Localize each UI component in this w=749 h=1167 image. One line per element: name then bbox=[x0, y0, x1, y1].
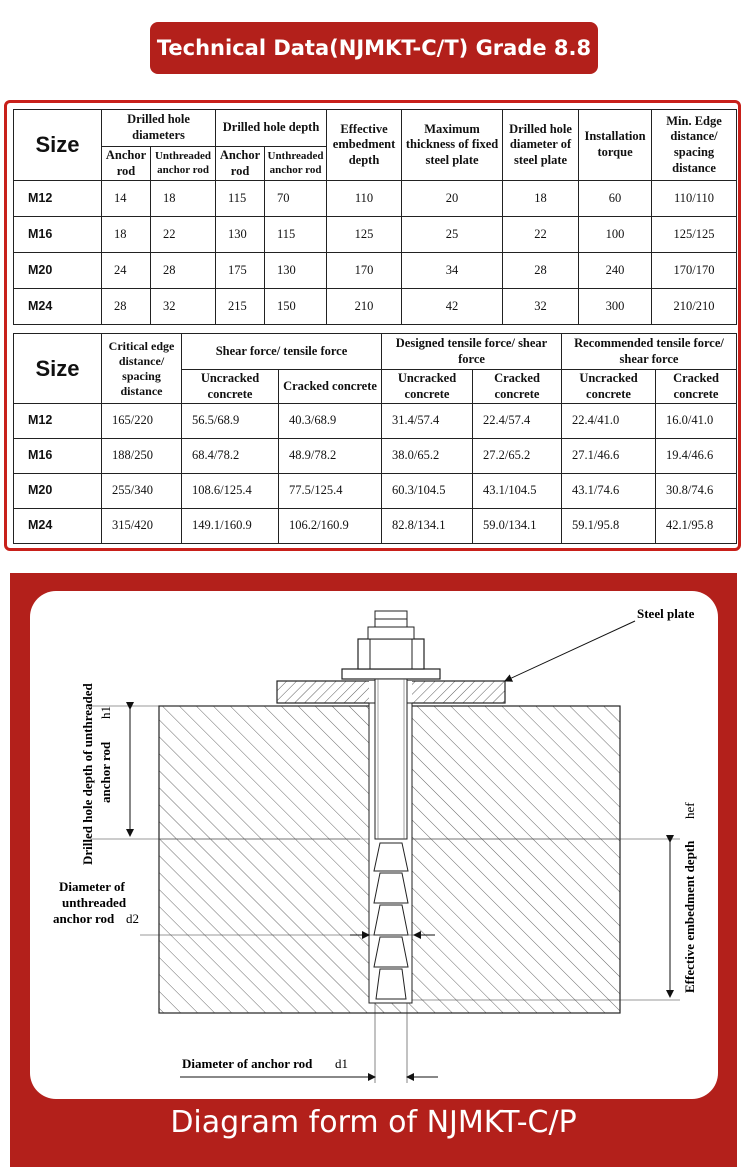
table-cell: 165/220 bbox=[102, 404, 182, 439]
drilled-diameter-header: Drilled hole diameters bbox=[102, 110, 216, 147]
table-cell: 70 bbox=[265, 181, 327, 217]
cracked-subheader: Cracked concrete bbox=[656, 370, 737, 404]
uncracked-subheader: Uncracked concrete bbox=[182, 370, 279, 404]
d2-label-line2: unthreaded bbox=[62, 895, 127, 910]
table-cell: 27.1/46.6 bbox=[562, 439, 656, 474]
table-cell: 22 bbox=[151, 217, 216, 253]
table-cell: 210/210 bbox=[652, 289, 737, 325]
effective-depth-header: Effective embedment depth bbox=[327, 110, 402, 181]
table-cell: 30.8/74.6 bbox=[656, 474, 737, 509]
table-cell: 18 bbox=[102, 217, 151, 253]
table-row bbox=[14, 474, 737, 509]
cracked-subheader: Cracked concrete bbox=[279, 370, 382, 404]
table-cell: 24 bbox=[102, 253, 151, 289]
table-cell: 100 bbox=[579, 217, 652, 253]
technical-data-frame bbox=[4, 100, 741, 551]
row-size-label: M20 bbox=[14, 253, 102, 289]
table-cell: 43.1/74.6 bbox=[562, 474, 656, 509]
table-cell: 110/110 bbox=[652, 181, 737, 217]
table-cell: 300 bbox=[579, 289, 652, 325]
anchor-diagram bbox=[30, 591, 718, 1099]
anchor-rod bbox=[375, 679, 407, 839]
drilled-depth-label bbox=[80, 682, 95, 865]
table-cell: 22.4/57.4 bbox=[473, 404, 562, 439]
row-size-label: M12 bbox=[14, 404, 102, 439]
table-cell: 34 bbox=[402, 253, 503, 289]
table-cell: 125 bbox=[327, 217, 402, 253]
table-cell: 77.5/125.4 bbox=[279, 474, 382, 509]
table-cell: 108.6/125.4 bbox=[182, 474, 279, 509]
table-cell: 106.2/160.9 bbox=[279, 509, 382, 544]
min-edge-header: Min. Edge distance/ spacing distance bbox=[652, 110, 737, 181]
table-cell: 48.9/78.2 bbox=[279, 439, 382, 474]
row-size-label: M24 bbox=[14, 289, 102, 325]
table-cell: 18 bbox=[151, 181, 216, 217]
table-cell: 25 bbox=[402, 217, 503, 253]
table-cell: 38.0/65.2 bbox=[382, 439, 473, 474]
table-cell: 130 bbox=[216, 217, 265, 253]
row-size-label: M16 bbox=[14, 217, 102, 253]
table-cell: 16.0/41.0 bbox=[656, 404, 737, 439]
diagram-section bbox=[10, 573, 737, 1167]
d1-label: Diameter of anchor rod bbox=[182, 1056, 313, 1071]
table-row bbox=[14, 439, 737, 474]
table-cell: 115 bbox=[216, 181, 265, 217]
row-size-label: M12 bbox=[14, 181, 102, 217]
table-cell: 188/250 bbox=[102, 439, 182, 474]
table-cell: 20 bbox=[402, 181, 503, 217]
table-cell: 59.1/95.8 bbox=[562, 509, 656, 544]
max-thickness-header: Maximum thickness of fixed steel plate bbox=[402, 110, 503, 181]
drilled-depth-line1: Drilled hole depth of unthreaded bbox=[80, 683, 95, 865]
table-cell: 32 bbox=[503, 289, 579, 325]
table-cell: 170/170 bbox=[652, 253, 737, 289]
drilled-depth-header: Drilled hole depth bbox=[216, 110, 327, 147]
steel-plate-label: Steel plate bbox=[637, 606, 695, 621]
table-cell: 315/420 bbox=[102, 509, 182, 544]
diagram-card bbox=[30, 591, 718, 1099]
drilled-depth-symbol: h1 bbox=[98, 706, 113, 719]
designed-tensile-header: Designed tensile force/ shear force bbox=[382, 334, 562, 370]
table-row bbox=[14, 289, 737, 325]
unthreaded-subheader: Unthreaded anchor rod bbox=[151, 147, 216, 181]
table-cell: 60 bbox=[579, 181, 652, 217]
nut bbox=[358, 639, 424, 669]
table-cell: 40.3/68.9 bbox=[279, 404, 382, 439]
table-cell: 14 bbox=[102, 181, 151, 217]
table-cell: 22.4/41.0 bbox=[562, 404, 656, 439]
page-title: Technical Data(NJMKT-C/T) Grade 8.8 bbox=[150, 22, 598, 74]
table-cell: 130 bbox=[265, 253, 327, 289]
table-cell: 149.1/160.9 bbox=[182, 509, 279, 544]
d2-label-line1: Diameter of bbox=[59, 879, 125, 894]
table-cell: 28 bbox=[503, 253, 579, 289]
d1-symbol: d1 bbox=[335, 1056, 348, 1071]
anchor-cones bbox=[374, 843, 408, 999]
technical-data-table bbox=[13, 109, 737, 325]
size-header: Size bbox=[14, 334, 102, 404]
table-cell: 43.1/104.5 bbox=[473, 474, 562, 509]
table-cell: 22 bbox=[503, 217, 579, 253]
row-size-label: M20 bbox=[14, 474, 102, 509]
table-row bbox=[14, 253, 737, 289]
drilled-depth-label2 bbox=[98, 741, 113, 803]
recommended-tensile-header: Recommended tensile force/ shear force bbox=[562, 334, 737, 370]
table-cell: 28 bbox=[151, 253, 216, 289]
table-cell: 60.3/104.5 bbox=[382, 474, 473, 509]
table-row bbox=[14, 181, 737, 217]
table-cell: 82.8/134.1 bbox=[382, 509, 473, 544]
uncracked-subheader: Uncracked concrete bbox=[382, 370, 473, 404]
force-data-table bbox=[13, 333, 737, 544]
table-cell: 240 bbox=[579, 253, 652, 289]
table-cell: 150 bbox=[265, 289, 327, 325]
shear-force-header: Shear force/ tensile force bbox=[182, 334, 382, 370]
table-cell: 175 bbox=[216, 253, 265, 289]
table-cell: 110 bbox=[327, 181, 402, 217]
plate-diameter-header: Drilled hole diameter of steel plate bbox=[503, 110, 579, 181]
table-cell: 210 bbox=[327, 289, 402, 325]
effective-depth-symbol: hef bbox=[682, 802, 697, 819]
size-header: Size bbox=[14, 110, 102, 181]
table-cell: 31.4/57.4 bbox=[382, 404, 473, 439]
table-cell: 27.2/65.2 bbox=[473, 439, 562, 474]
critical-edge-header: Critical edge distance/ spacing distance bbox=[102, 334, 182, 404]
d2-label-line3: anchor rod bbox=[53, 911, 115, 926]
table-cell: 115 bbox=[265, 217, 327, 253]
uncracked-subheader: Uncracked concrete bbox=[562, 370, 656, 404]
table-cell: 28 bbox=[102, 289, 151, 325]
table-row bbox=[14, 509, 737, 544]
cracked-subheader: Cracked concrete bbox=[473, 370, 562, 404]
table-cell: 215 bbox=[216, 289, 265, 325]
washer bbox=[342, 669, 440, 679]
table-cell: 125/125 bbox=[652, 217, 737, 253]
unthreaded-subheader: Unthreaded anchor rod bbox=[265, 147, 327, 181]
table-cell: 42.1/95.8 bbox=[656, 509, 737, 544]
table-cell: 32 bbox=[151, 289, 216, 325]
table-row bbox=[14, 217, 737, 253]
drilled-depth-line2: anchor rod bbox=[98, 741, 113, 803]
table-cell: 170 bbox=[327, 253, 402, 289]
table-cell: 42 bbox=[402, 289, 503, 325]
table-cell: 59.0/134.1 bbox=[473, 509, 562, 544]
table-cell: 18 bbox=[503, 181, 579, 217]
torque-header: Installation torque bbox=[579, 110, 652, 181]
table-cell: 19.4/46.6 bbox=[656, 439, 737, 474]
effective-depth-label: Effective embedment depth bbox=[682, 840, 697, 993]
table-cell: 56.5/68.9 bbox=[182, 404, 279, 439]
diagram-title: Diagram form of NJMKT-C/P bbox=[170, 1105, 577, 1140]
table-cell: 255/340 bbox=[102, 474, 182, 509]
table-cell: 68.4/78.2 bbox=[182, 439, 279, 474]
row-size-label: M16 bbox=[14, 439, 102, 474]
table-row bbox=[14, 404, 737, 439]
anchor-rod-subheader: Anchor rod bbox=[216, 147, 265, 181]
anchor-rod-subheader: Anchor rod bbox=[102, 147, 151, 181]
d2-symbol: d2 bbox=[126, 911, 139, 926]
row-size-label: M24 bbox=[14, 509, 102, 544]
